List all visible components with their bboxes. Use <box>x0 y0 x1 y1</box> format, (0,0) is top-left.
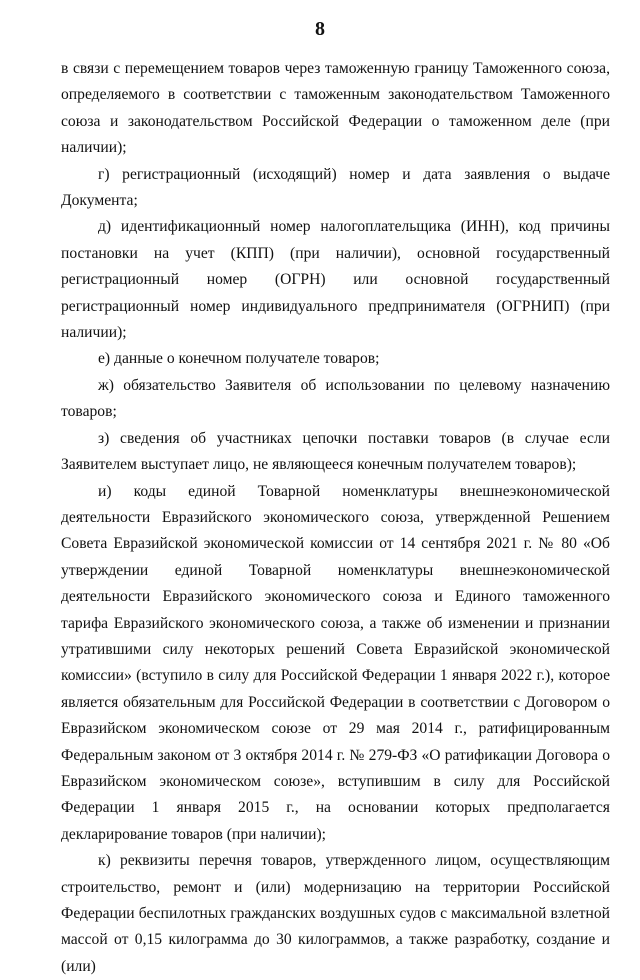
paragraph-item-d: д) идентификационный номер налогоплательщика (ИНН), код причины постановки на учет (КПП) (при наличии), основной государственный регистрационный номер (ОГРН) или основной государственный регистрационный номер индивидуального предпринимателя (ОГРНИП) (при наличии); <box>61 218 610 342</box>
paragraph-item-zh: ж) обязательство Заявителя об использовании по целевому назначению товаров; <box>61 376 610 421</box>
document-body <box>61 56 610 980</box>
paragraph-item-e: е) данные о конечном получателе товаров; <box>98 350 380 368</box>
paragraph-item-z: з) сведения об участниках цепочки поставки товаров (в случае если Заявителем выступает лицо, не являющееся конечным получателем товаров); <box>61 429 610 474</box>
paragraph-item-k: к) реквизиты перечня товаров, утвержденного лицом, осуществляющим строительство, ремонт и (или) модернизацию на территории Российской Федерации беспилотных гражданских воздушных судов с максимальной взлетной массой от 0,15 килограмма до 30 килограммов, а также разработку, создание и (или) <box>61 852 610 975</box>
page-number: 8 <box>315 18 325 40</box>
paragraph-item-i: и) коды единой Товарной номенклатуры внешнеэкономической деятельности Евразийского экономического союза, утвержденной Решением Совета Евразийской экономической комиссии от 14 сентября 2021 г. № 80 «Об утверждении единой Товарной номенклатуры внешнеэкономической деятельности Евразийского экономического союза и Единого таможенного тарифа Евразийского экономического союза, а также об изменении и признании утратившими силу некоторых решений Совета Евразийской экономической комиссии» (вступило в силу для Российской Федерации 1 января 2022 г.), которое является обязательным для Российской Федерации в соответствии с Договором о Евразийском экономическом союзе от 29 мая 2014 г., ратифицированным Федеральным законом от 3 октября 2014 г. № 279-ФЗ «О ратификации Договора о Евразийском экономическом союзе», вступившим в силу для Российской Федерации 1 января 2015 г., на основании которых предполагается декларирование товаров (при наличии); <box>61 482 610 843</box>
paragraph-item-g: г) регистрационный (исходящий) номер и дата заявления о выдаче Документа; <box>61 165 610 210</box>
paragraph-continuation: в связи с перемещением товаров через таможенную границу Таможенного союза, определяемого в соответствии с таможенным законодательством Таможенного союза и законодательством Российской Федерации о таможенном деле (при наличии); <box>61 60 610 157</box>
